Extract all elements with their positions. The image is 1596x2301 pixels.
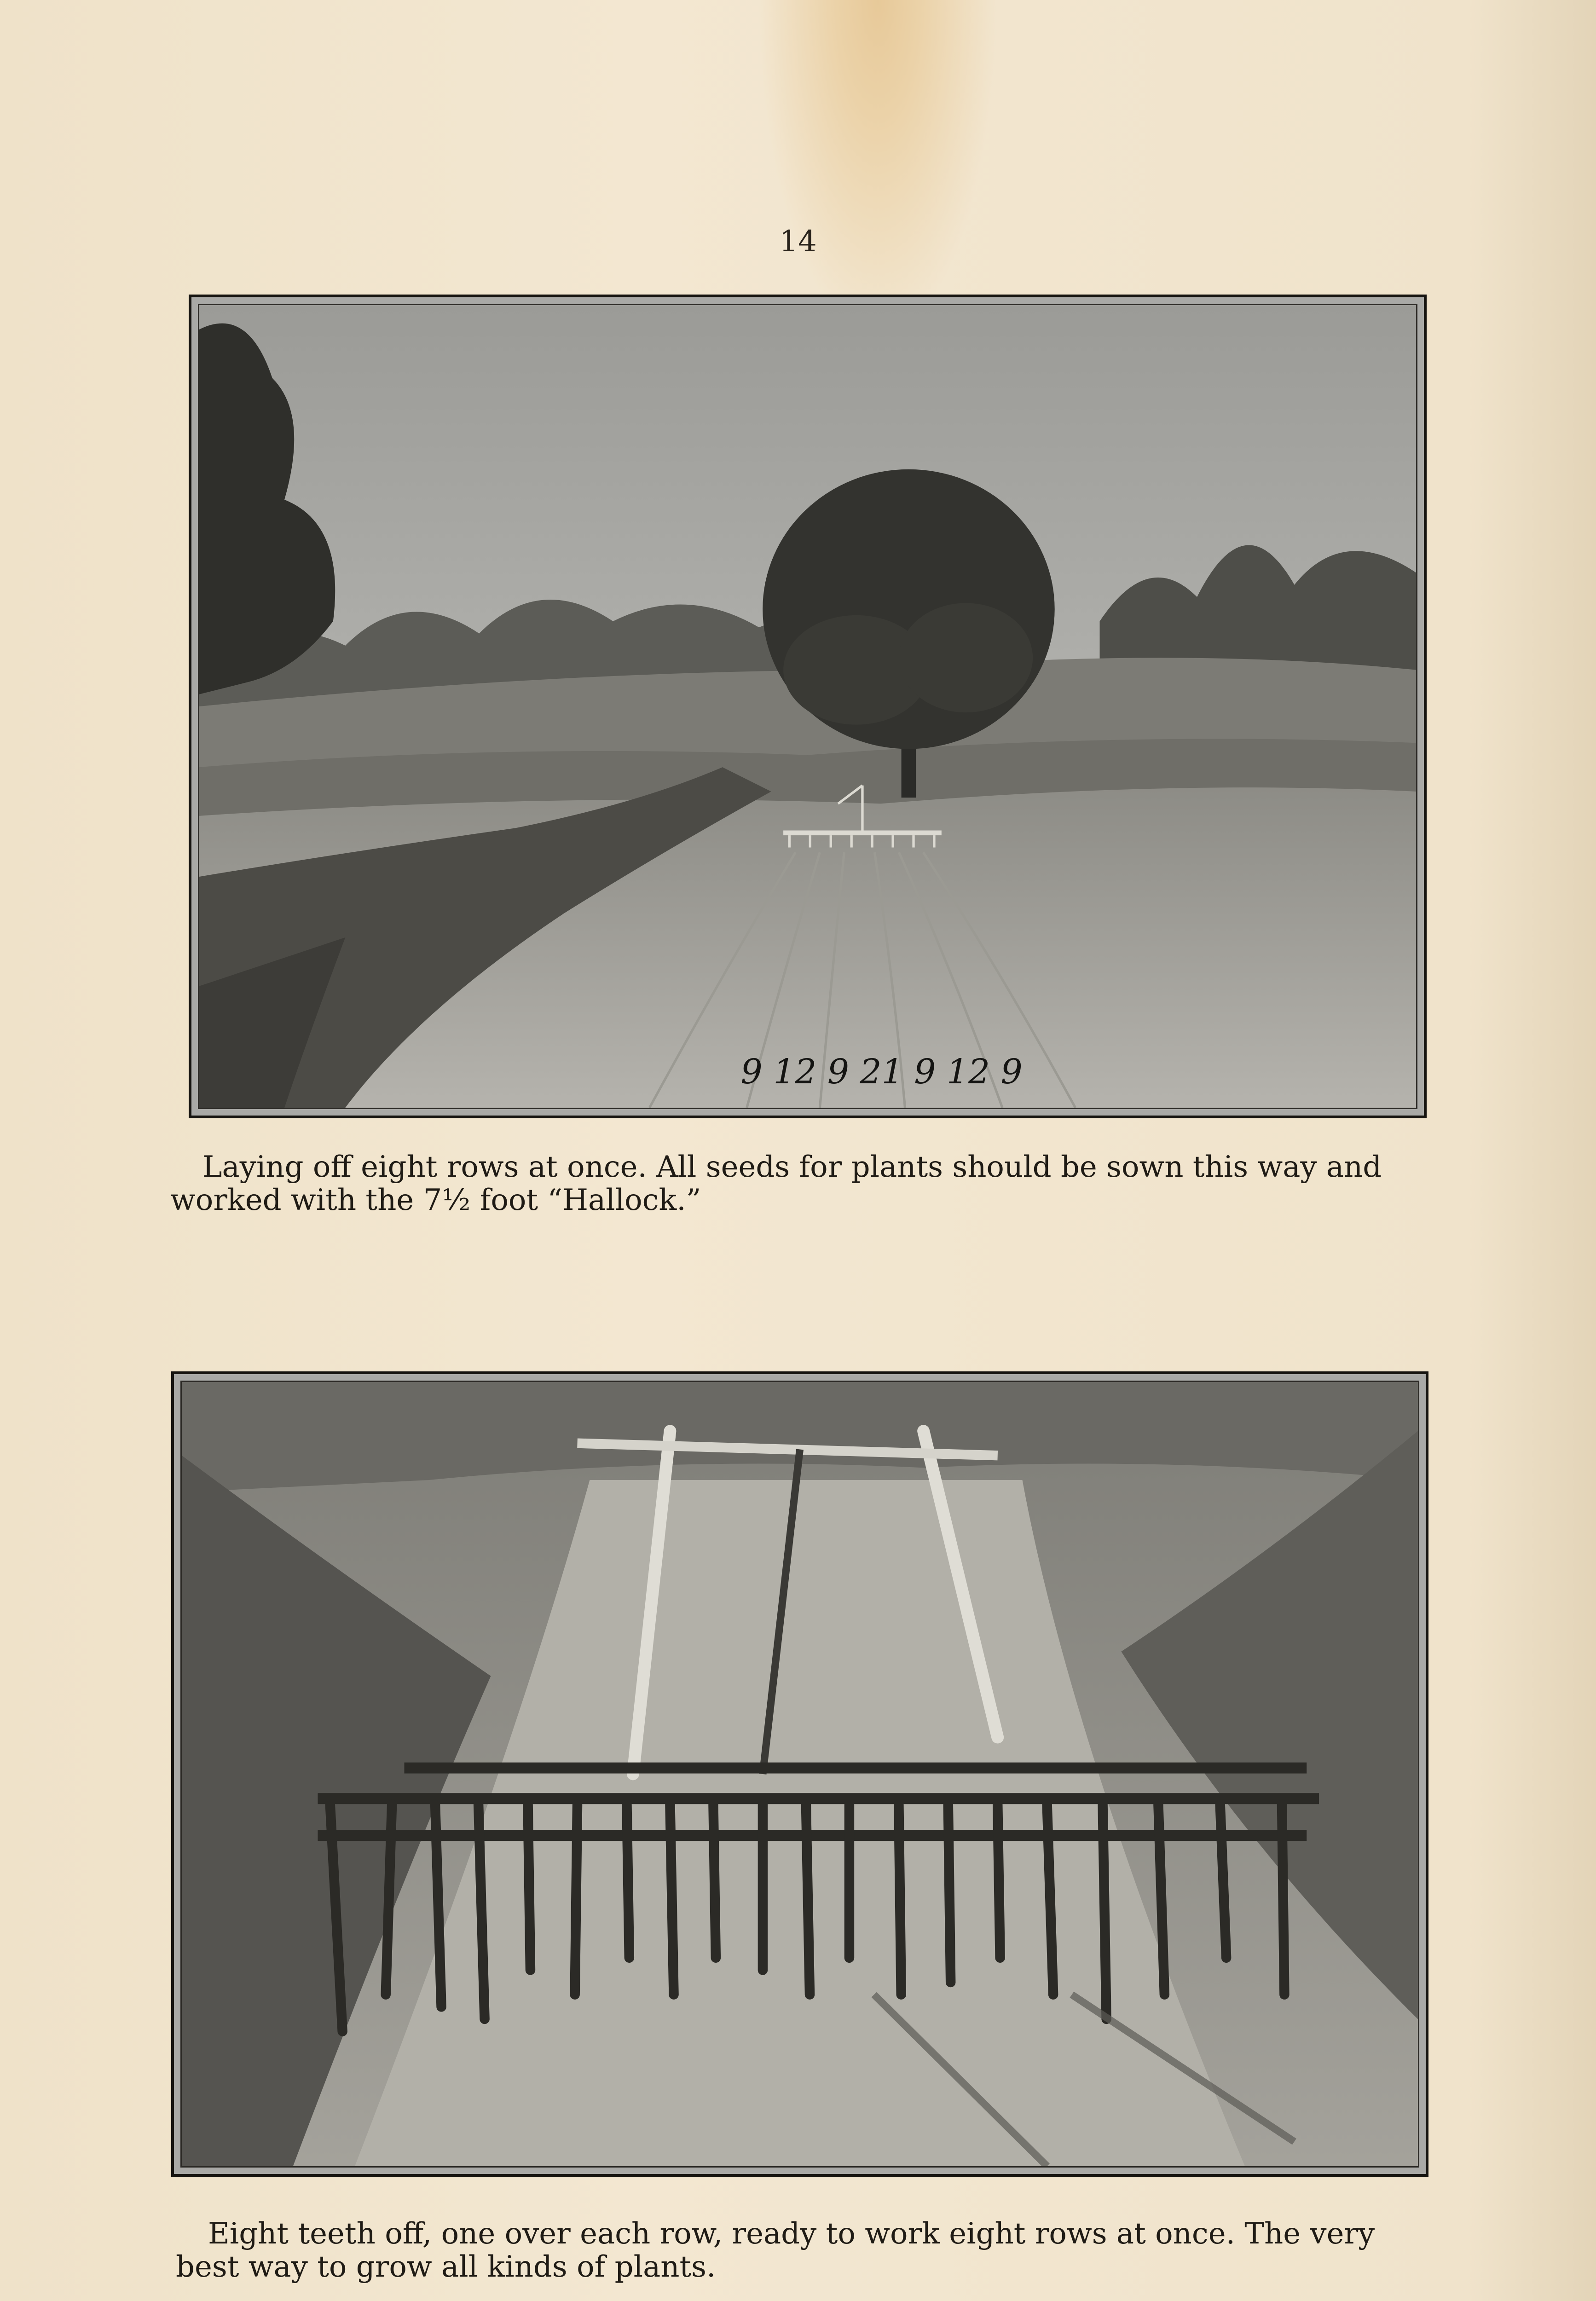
caption-figure-1	[170, 1150, 1413, 1217]
field-row-marks: 9 12 9 21 9 12 9	[740, 1052, 1023, 1092]
caption-figure-2-line-1: Eight teeth off, one over each row, ready to work eight rows at once. The very	[208, 2217, 1375, 2251]
photo-field-marker-image	[198, 304, 1417, 1109]
caption-figure-1-line-1: Laying off eight rows at once. All seeds for plants should be sown this way and	[202, 1150, 1382, 1184]
caption-figure-2-line-2: best way to grow all kinds of plants.	[176, 2250, 716, 2284]
caption-figure-1-line-2: worked with the 7½ foot “Hallock.”	[170, 1183, 701, 1217]
caption-figure-2	[176, 2217, 1418, 2284]
field-photo-illustration	[199, 305, 1416, 1108]
photo-harrow-image	[180, 1381, 1419, 2168]
page-number: 14	[779, 225, 817, 259]
photo-field-marker	[189, 295, 1427, 1118]
photo-harrow	[171, 1371, 1428, 2177]
harrow-photo-illustration	[182, 1382, 1418, 2166]
